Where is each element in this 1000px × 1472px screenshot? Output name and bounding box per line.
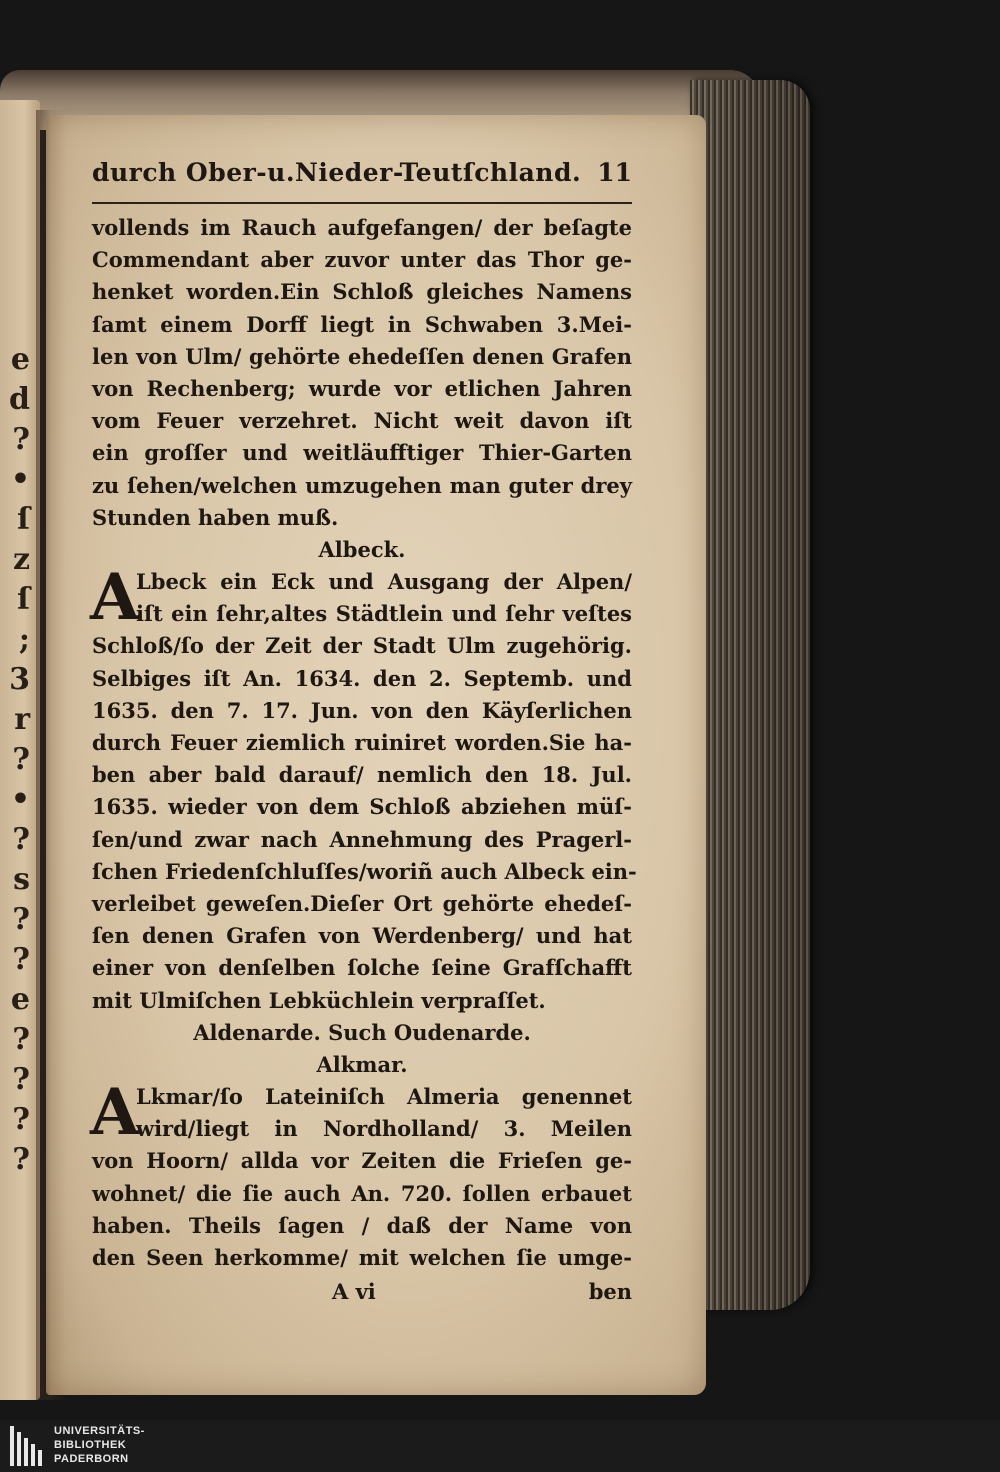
entry-heading-aldenarde: Aldenarde. Such Oudenarde. (193, 1019, 531, 1045)
text-line: mit Ulmiſchen Lebküchlein verpraſſet. (92, 987, 546, 1013)
running-head (92, 158, 632, 204)
text-line: Selbiges iſt An. 1634. den 2. Septemb. und (92, 665, 632, 691)
text-line: Stunden haben muß. (92, 504, 339, 530)
left-fragment: z (12, 542, 30, 577)
left-fragment: r (14, 702, 30, 737)
left-fragment: ſ (17, 502, 30, 537)
left-fragment: s (13, 862, 30, 897)
running-head-title: durch Ober-u.Nieder-Teutſchland. (92, 158, 582, 187)
left-fragment: ? (12, 742, 30, 777)
catchword: ben (588, 1279, 632, 1305)
entry-heading-alkmar: Alkmar. (316, 1051, 408, 1077)
page-number: 11 (597, 158, 632, 187)
text-line: wird/liegt in Nordholland/ 3. Meilen (136, 1116, 632, 1142)
left-page-fragment (0, 100, 40, 1400)
library-footer-bar (0, 1420, 1000, 1472)
albeck-entry (90, 560, 637, 1017)
text-line: Lbeck ein Eck und Ausgang der Alpen/ (136, 569, 632, 595)
page-stack-edge (690, 80, 810, 1310)
ub-paderborn-logo-icon (10, 1426, 46, 1466)
gutter-shadow (36, 110, 66, 1400)
text-line: Lkmar/ſo Lateiniſch Almeria genennet (136, 1084, 632, 1110)
text-line: ſchen Friedenſchluſſes/woriñ auch Albeck ein- (92, 858, 637, 884)
text-line: von Rechenberg; wurde vor etlichen Jahren (92, 375, 632, 401)
text-line: von Hoorn/ allda vor Zeiten die Frieſen ge- (92, 1148, 632, 1174)
page-body-text (90, 212, 637, 1310)
text-line: verleibet geweſen.Dieſer Ort gehörte ehedeſ- (92, 890, 632, 916)
left-fragment: ? (12, 1142, 30, 1177)
text-line: einer von denſelben ſolche ſeine Grafſchafft (92, 955, 632, 981)
left-fragment: ? (12, 1062, 30, 1097)
text-line: ein groſſer und weitläufftiger Thier-Garten (92, 440, 632, 466)
albeck-dropcap: A (90, 560, 140, 636)
left-fragment: ſ (17, 582, 30, 617)
left-fragment: d (9, 382, 30, 417)
library-name-line: BIBLIOTHEK (54, 1439, 127, 1451)
left-fragment: ? (12, 1102, 30, 1137)
library-name-line: PADERBORN (54, 1453, 129, 1465)
text-line: 1635. wieder von dem Schloß abziehen müſ- (92, 794, 632, 820)
signature-mark: A vi (332, 1279, 376, 1305)
text-line: henket worden.Ein Schloß gleiches Namens (92, 279, 632, 305)
left-fragment: • (10, 462, 30, 497)
alkmar-dropcap: A (90, 1075, 140, 1151)
left-fragment: ? (12, 1022, 30, 1057)
text-line: ſen/und zwar nach Annehmung des Pragerl- (92, 826, 632, 852)
left-fragment: e (10, 342, 30, 377)
left-fragment: ? (12, 822, 30, 857)
left-fragment: ? (12, 422, 30, 457)
text-line: iſt ein ſehr,altes Städtlein und ſehr veſtes (136, 601, 632, 627)
left-fragment: • (10, 782, 30, 817)
left-fragment: 3 (9, 662, 30, 697)
library-name-line: UNIVERSITÄTS- (54, 1425, 145, 1437)
text-line: ben aber bald darauf/ nemlich den 18. Jul. (92, 762, 632, 788)
text-line: ſamt einem Dorff liegt in Schwaben 3.Mei- (92, 311, 632, 337)
text-line: Commendant aber zuvor unter das Thor ge- (92, 247, 632, 273)
text-line: wohnet/ die ſie auch An. 720. ſollen erbauet (92, 1180, 632, 1206)
left-fragment: ? (12, 902, 30, 937)
left-fragment: e (10, 982, 30, 1017)
text-line: haben. Theils ſagen / daß der Name von (92, 1212, 632, 1238)
text-line: vollends im Rauch aufgefangen/ der beſagte (92, 215, 632, 240)
text-line: 1635. den 7. 17. Jun. von den Käyſerlichen (92, 697, 632, 723)
left-fragment: ; (18, 622, 30, 657)
text-line: den Seen herkomme/ mit welchen ſie umge- (92, 1245, 632, 1270)
left-fragment: ? (12, 942, 30, 977)
text-line: durch Feuer ziemlich ruiniret worden.Sie ha- (92, 730, 632, 755)
text-line: ſen denen Grafen von Werdenberg/ und hat (92, 923, 632, 949)
library-name (54, 1424, 145, 1466)
text-line: vom Feuer verzehret. Nicht weit davon iſt (92, 408, 632, 434)
left-margin-fragments (2, 340, 30, 1180)
text-line: Schloß/ſo der Zeit der Stadt Ulm zugehörig. (92, 633, 632, 659)
text-line: zu ſehen/welchen umzugehen man guter drey (92, 472, 632, 498)
text-line: len von Ulm/ gehörte ehedeſſen denen Grafen (92, 343, 632, 369)
alkmar-entry (90, 1075, 632, 1274)
page-footer (92, 1274, 632, 1310)
entry-heading-albeck: Albeck. (318, 536, 406, 562)
